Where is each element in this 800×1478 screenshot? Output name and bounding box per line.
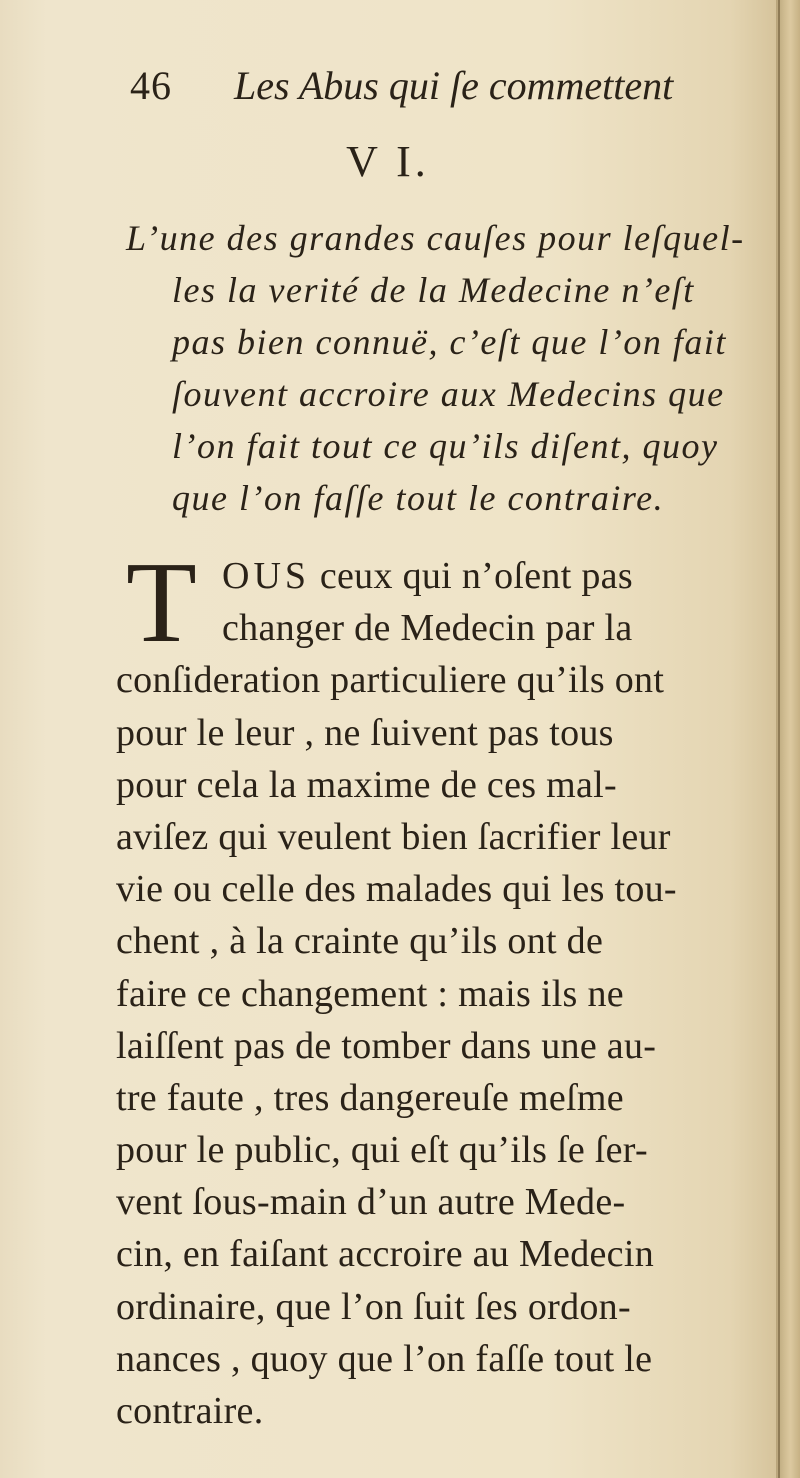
body-line: aviſez qui veulent bien ſacrifier leur	[116, 815, 671, 858]
summary-line: les la verité de la Medecine n’eſt	[172, 270, 695, 310]
body-line: chent , à la crainte qu’ils ont de	[116, 920, 604, 963]
body-line: nances , quoy que l’on faſſe tout le	[116, 1337, 653, 1380]
summary-line: que l’on faſſe tout le contraire.	[172, 478, 665, 518]
body-line: laiſſent pas de tomber dans une au-	[116, 1024, 657, 1067]
body-line	[116, 550, 762, 602]
drop-cap: T	[126, 539, 197, 667]
summary-line: L’une des grandes cauſes pour leſquel-	[126, 218, 745, 258]
running-title: Les Abus qui ſe commettent	[234, 63, 674, 108]
summary-line: ſouvent accroire aux Medecins que	[172, 374, 725, 414]
body-line: vie ou celle des malades qui les tou-	[116, 868, 677, 911]
body-line: pour le public, qui eſt qu’ils ſe ſer-	[116, 1129, 648, 1172]
body-line: contraire.	[116, 1390, 264, 1432]
section-number: V I.	[346, 137, 430, 186]
body-line: conſideration particuliere qu’ils ont	[116, 659, 665, 702]
body-line: cin, en faiſant accroire au Medecin	[116, 1233, 654, 1276]
running-head	[130, 62, 690, 112]
body-line: vent ſous-main d’un autre Mede-	[116, 1181, 626, 1224]
gutter-line	[778, 0, 780, 1478]
body-line: pour cela la maxime de ces mal-	[116, 763, 617, 806]
body-line: pour le leur , ne ſuivent pas tous	[116, 711, 614, 754]
body-line: faire ce changement : mais ils ne	[116, 972, 624, 1015]
body-line: ordinaire, que l’on ſuit ſes ordon-	[116, 1285, 631, 1328]
body-line: changer de Medecin par la	[222, 607, 633, 650]
body-paragraph	[116, 539, 762, 1437]
summary-line: pas bien connuë, c’eſt que l’on fait	[172, 322, 727, 362]
page-number: 46	[130, 63, 172, 108]
first-line-rest: ceux qui n’oſent pas	[310, 555, 633, 597]
summary-line: l’on fait tout ce qu’ils diſent, quoy	[172, 426, 719, 466]
first-word: OUS	[222, 555, 311, 597]
section-summary	[126, 212, 766, 524]
body-line: tre faute , tres dangereuſe meſme	[116, 1076, 624, 1119]
